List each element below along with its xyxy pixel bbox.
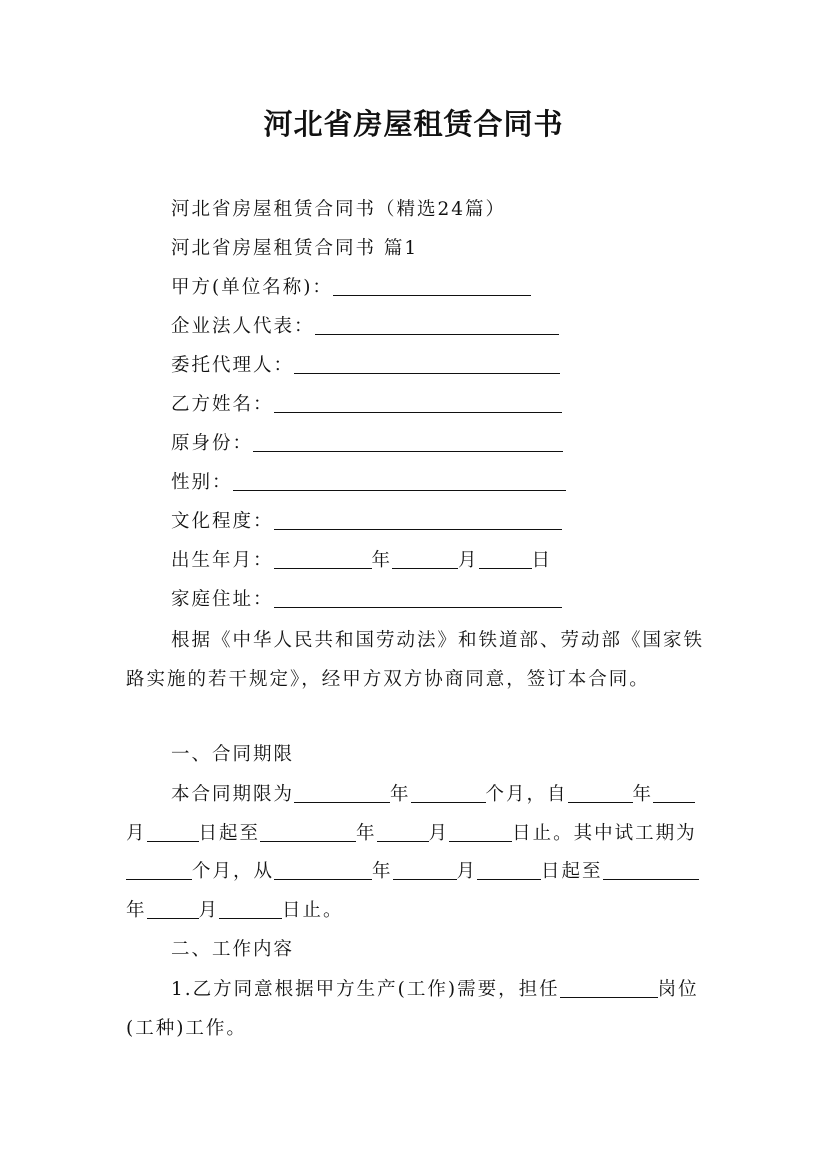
gender-blank (233, 472, 566, 491)
party-a-field (171, 275, 531, 301)
original-identity-field (171, 431, 563, 457)
clause1-text: 日起至 (198, 822, 261, 844)
address-blank (274, 589, 562, 608)
birth-year-label: 年 (371, 550, 393, 571)
birth-month-blank (392, 550, 458, 569)
clause2-paragraph (126, 971, 706, 1048)
clause1-text: 个月，从 (192, 861, 275, 883)
birth-field (171, 548, 552, 574)
clause1-text: 月 (428, 822, 450, 844)
clause1-text: 日起至 (541, 861, 603, 883)
education-field (171, 509, 562, 535)
document-title: 河北省房屋租赁合同书 (263, 107, 564, 141)
blank (294, 784, 390, 803)
blank (219, 900, 282, 919)
clause2-text: 岗位(工种)工作。 (126, 979, 699, 1039)
party-b-name-blank (274, 394, 562, 413)
clause1-text: 年 (632, 784, 654, 805)
gender-field (171, 470, 566, 496)
job-position-blank (560, 979, 658, 998)
education-label: 文化程度： (171, 511, 274, 532)
birth-day-blank (479, 550, 532, 569)
blank (653, 784, 695, 803)
party-b-name-label: 乙方姓名： (171, 394, 274, 415)
agent-field (171, 353, 560, 379)
party-b-name-field (171, 392, 562, 418)
legal-rep-blank (315, 316, 559, 335)
birth-day-label: 日 (531, 550, 553, 571)
blank (411, 784, 486, 803)
blank (477, 861, 541, 880)
blank (126, 861, 192, 880)
clause1-text: 月 (456, 861, 478, 883)
clause1-text: 年 (126, 899, 147, 921)
blank (147, 900, 199, 919)
education-blank (274, 511, 562, 530)
party-a-label: 甲方(单位名称)： (171, 277, 333, 298)
clause1-text: 个月，自 (485, 784, 568, 805)
original-identity-blank (253, 433, 563, 452)
birth-month-label: 月 (458, 550, 479, 571)
clause1-text: 年 (372, 861, 393, 883)
clause1-text: 月 (126, 822, 147, 844)
section-heading: 河北省房屋租赁合同书 篇1 (171, 238, 419, 259)
original-identity-label: 原身份： (171, 433, 254, 454)
blank (449, 823, 512, 842)
clause1-heading: 一、合同期限 (171, 744, 295, 765)
address-label: 家庭住址： (171, 589, 274, 610)
clause2-text: 1.乙方同意根据甲方生产(工作)需要，担任 (171, 979, 560, 1000)
blank (603, 861, 699, 880)
agent-blank (294, 355, 560, 374)
subtitle: 河北省房屋租赁合同书（精选24篇） (171, 199, 507, 220)
blank (568, 784, 633, 803)
clause1-paragraph (126, 776, 706, 930)
clause1-text: 月 (198, 899, 220, 921)
birth-label: 出生年月： (171, 550, 274, 571)
blank (260, 823, 356, 842)
clause2-heading: 二、工作内容 (171, 939, 295, 960)
blank (147, 823, 199, 842)
legal-rep-field (171, 314, 559, 340)
legal-rep-label: 企业法人代表： (171, 316, 315, 337)
blank (393, 861, 457, 880)
blank (274, 861, 372, 880)
blank (377, 823, 429, 842)
address-field (171, 587, 562, 613)
intro-paragraph: 根据《中华人民共和国劳动法》和铁道部、劳动部《国家铁路实施的若干规定》，经甲方双方协商同意，签订本合同。 (126, 630, 705, 690)
clause1-text: 本合同期限为 (171, 784, 295, 805)
clause1-text: 年 (356, 822, 377, 844)
gender-label: 性别： (171, 472, 233, 493)
clause1-text: 年 (390, 784, 411, 805)
clause1-text: 日止。其中试工期为 (512, 822, 697, 844)
clause1-text: 日止。 (282, 899, 344, 921)
party-a-blank (333, 277, 531, 296)
agent-label: 委托代理人： (171, 355, 295, 376)
birth-year-blank (274, 550, 372, 569)
